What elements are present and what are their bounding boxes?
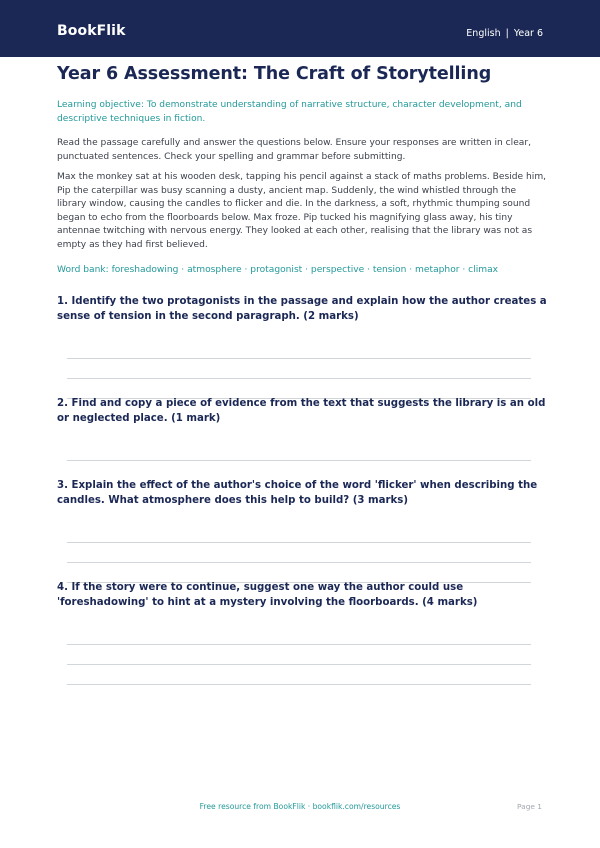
learning-objective: Learning objective: To demonstrate understanding of narrative structure, character development, and descriptive techniques in fiction. bbox=[57, 100, 522, 124]
breadcrumb bbox=[466, 28, 543, 39]
question-4: 4. If the story were to continue, suggest one way the author could use 'foreshadowing' to hint at a mystery involving the floorboards. (4 marks) bbox=[57, 582, 478, 608]
answer-line[interactable] bbox=[67, 562, 531, 563]
answer-line[interactable] bbox=[67, 378, 531, 379]
answer-line[interactable] bbox=[67, 460, 531, 461]
answer-line[interactable] bbox=[67, 644, 531, 645]
header-bar bbox=[0, 0, 600, 57]
page-title: Year 6 Assessment: The Craft of Storytelling bbox=[57, 64, 492, 84]
question-3: 3. Explain the effect of the author's choice of the word 'flicker' when describing the candles. What atmosphere does this help to build? (3 marks) bbox=[57, 480, 538, 506]
reading-passage: Max the monkey sat at his wooden desk, tapping his pencil against a stack of maths problems. Beside him, Pip the caterpillar was busy scanning a dusty, ancient map. Suddenly, the wind whistled through the library window, causing the candles to flicker and die. In the darkness, a soft, rhythmic thumping sound began to echo from the floorboards below. Max froze. Pip tucked his magnifying glass away, his tiny antennae twitching with nervous energy. They looked at each other, realising that the library was not as empty as they had first believed. bbox=[57, 172, 547, 250]
breadcrumb-year[interactable]: Year 6 bbox=[513, 28, 543, 39]
answer-line[interactable] bbox=[67, 542, 531, 543]
answer-line[interactable] bbox=[67, 358, 531, 359]
question-1: 1. Identify the two protagonists in the passage and explain how the author creates a sense of tension in the second paragraph. (2 marks) bbox=[57, 296, 547, 322]
breadcrumb-subject[interactable]: English bbox=[466, 28, 501, 39]
brand-logo[interactable]: BookFlik bbox=[57, 23, 126, 39]
question-2: 2. Find and copy a piece of evidence from the text that suggests the library is an old or neglected place. (1 mark) bbox=[57, 398, 546, 424]
word-bank: Word bank: foreshadowing · atmosphere · protagonist · perspective · tension · metaphor · climax bbox=[57, 265, 499, 275]
page-number: Page 1 bbox=[517, 802, 542, 811]
breadcrumb-separator: | bbox=[505, 28, 509, 39]
instructions: Read the passage carefully and answer the questions below. Ensure your responses are written in clear, punctuated sentences. Check your spelling and grammar before submitting. bbox=[57, 138, 531, 162]
footer-resource-link[interactable]: Free resource from BookFlik · bookflik.com/resources bbox=[199, 802, 401, 811]
answer-line[interactable] bbox=[67, 684, 531, 685]
answer-line[interactable] bbox=[67, 664, 531, 665]
